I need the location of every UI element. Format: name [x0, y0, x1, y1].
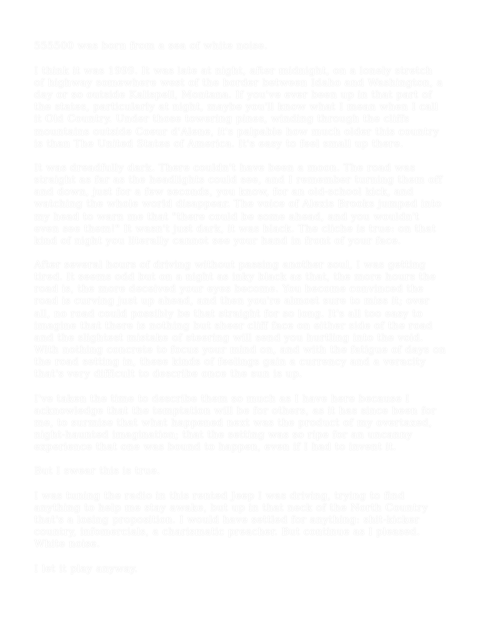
paragraph-intro: 555500 was born from a sea of white noise. — [34, 40, 268, 52]
paragraph-darkness: It was dreadfully dark. There couldn't have been a moon. The road was straight as far as the headlights could see, and I remember turning them off and down, just for a few seconds, you know, for an old-school kick, and watching the whole world disappear. The voice of Alexis Brooks jumped into my head to warn me that "there could be some ahead, and you wouldn't even see them!" It wasn't just dark, it was black. The cliche is true: on that kind of night you literally cannot see your hand in front of your face. — [34, 162, 443, 247]
paragraph-swear: But I swear this is true. — [34, 465, 161, 478]
paragraph-setting: I think it was 1999. It was late at night, after midnight, on a lonely stretch of highway somewhere west of the border between Idaho and Washington, a day or so outside Kalispell, Montana. If you've ever been up in that part of the states, particularly at night, maybe you'll know what I mean when I call it Old Country. Under those towering pines, winding through the cliffs mountains outside Coeur d'Alene, it's palpable how much older this country is than The United States of America. It's easy to feel small up there. — [34, 65, 443, 150]
paragraph-driving: After several hours of driving without passing another soul, I was getting tired. It seems odd but on a night as inky black as that, the more hours the road is, the more deceived your eyes become. You become convinced the road is curving just up ahead, and then you're almost sure to miss it; over all, no road could possibly be that straight for so long. It's all too easy to imagine that there is nothing but sheer cliff face on either side of the road and the slightest mistake of steering will send you hurtling into the void. With nothing concrete to focus your mind on, and with the fatigue of days on the road setting in, these kinds of feelings gain a currency and a veracity that's very difficult to describe once the sun is up. — [34, 259, 446, 381]
paragraph-acknowledgement: I've taken the time to describe them so much as I have here because I acknowledge that the temptation will be for others, as it has since been for me, to surmise that what happened next was the product of my overtaxed, night-haunted imagination; that the setting was so ripe for an uncanny experience that one was bound to happen, even if I had to invent it. — [34, 392, 437, 453]
document-body — [34, 40, 446, 587]
paragraph-radio: I was tuning the radio in this rented Jeep I was driving, trying to find anything to help me stay awake, but up in that neck of the North Country that's a losing proposition. I would have settled for anything: shit-kicker country, infomercials, a charismatic preacher. But continue as I pleased. White noise. — [34, 489, 428, 551]
paragraph-closing: I let it play anyway. — [34, 562, 138, 575]
